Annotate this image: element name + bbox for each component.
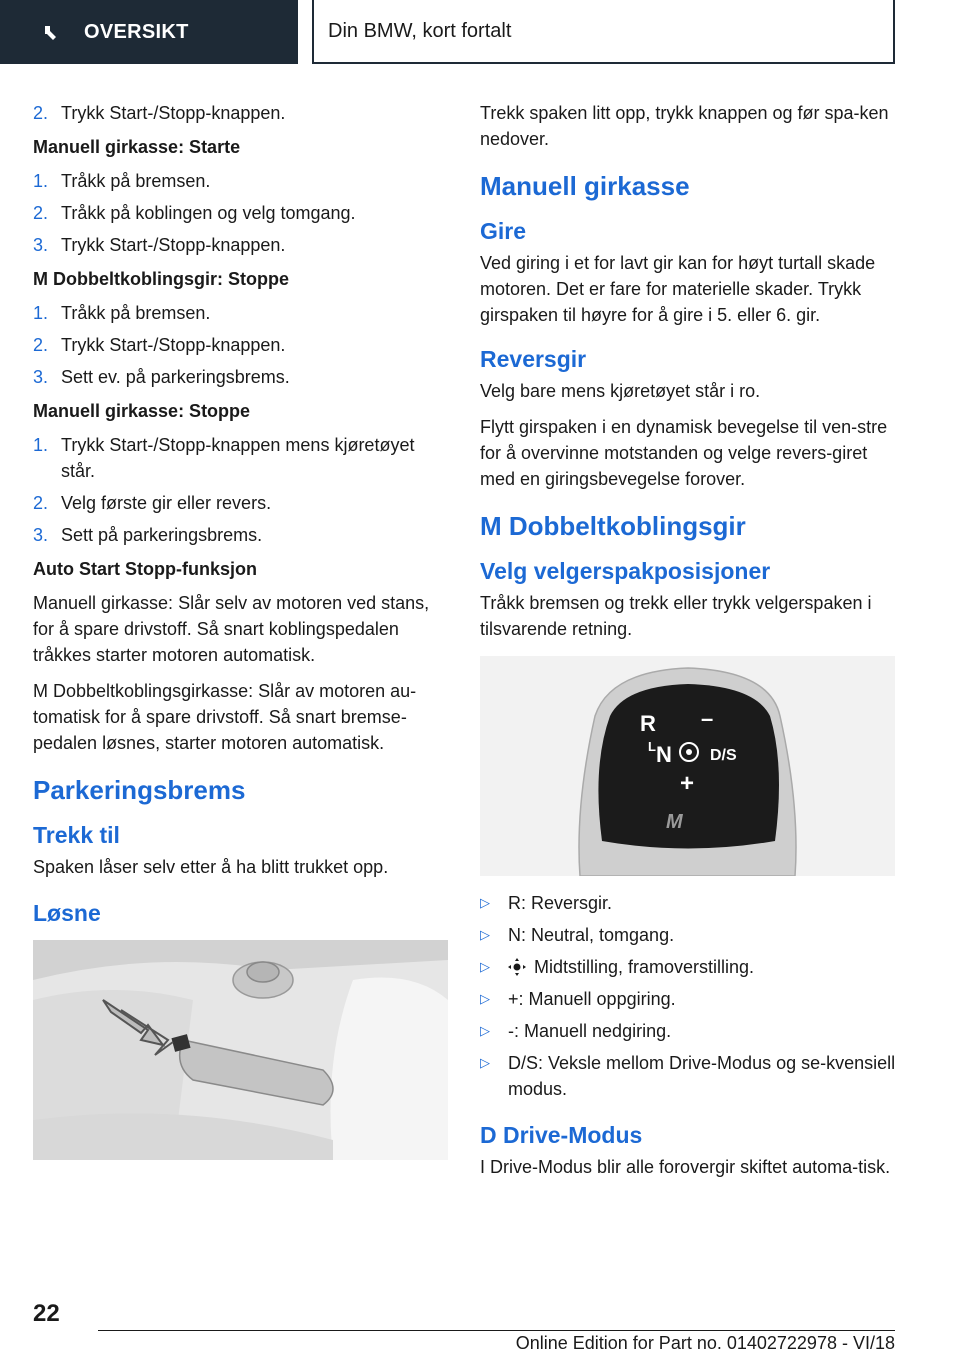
- heading-manual-stop: Manuell girkasse: Stoppe: [33, 401, 251, 421]
- list-item: ▷ R: Reversgir.: [480, 890, 898, 916]
- footer-divider: [98, 1330, 895, 1331]
- list-item: 2. Trykk Start-/Stopp-knappen.: [33, 335, 286, 355]
- list-item: 2. Trykk Start-/Stopp-knappen.: [33, 103, 286, 123]
- list-item: ▷ -: Manuell nedgiring.: [480, 1018, 898, 1044]
- heading-drive-mode: D Drive-Modus: [480, 1122, 643, 1148]
- heading-release: Løsne: [33, 900, 101, 926]
- list-item: 1. Tråkk på bremsen.: [33, 171, 211, 191]
- triangle-bullet-icon: ▷: [480, 895, 490, 910]
- overview-tab-label: OVERSIKT: [84, 20, 189, 43]
- paragraph-auto-manual: Manuell girkasse: Slår selv av motoren ved stans, for å spare drivstoff. Så snart koblingspedalen tråkkes starter motoren automatisk.: [33, 593, 430, 665]
- list-item: 1. Trykk Start-/Stopp-knappen mens kjøretøyet står.: [33, 435, 415, 481]
- parking-brake-figure: [33, 940, 448, 1160]
- list-item: 1. Tråkk på bremsen.: [33, 303, 211, 323]
- paragraph-drive: I Drive-Modus blir alle forovergir skiftet automa-tisk.: [480, 1157, 891, 1177]
- triangle-bullet-icon: ▷: [480, 1023, 490, 1038]
- list-item: 2. Tråkk på koblingen og velg tomgang.: [33, 203, 356, 223]
- knob-n-label: N: [656, 742, 672, 767]
- list-item: 3. Sett på parkeringsbrems.: [33, 525, 263, 545]
- knob-ds-label: D/S: [710, 747, 737, 764]
- section-title: Din BMW, kort fortalt: [312, 0, 895, 64]
- paragraph-reverse-1: Velg bare mens kjøretøyet står i ro.: [480, 381, 761, 401]
- heading-m-double-clutch: M Dobbeltkoblingsgir: [480, 511, 746, 541]
- heading-gire: Gire: [480, 218, 527, 244]
- triangle-bullet-icon: ▷: [480, 927, 490, 942]
- triangle-bullet-icon: ▷: [480, 1055, 490, 1070]
- knob-r-label: R: [640, 711, 656, 736]
- paragraph-gire: Ved giring i et for lavt gir kan for høyt turtall skade motoren. Det er fare for materielle skader. Trykk girspaken til høyre for å gire i 5. eller 6. gir.: [480, 253, 876, 325]
- list-item: 3. Trykk Start-/Stopp-knappen.: [33, 235, 286, 255]
- page-number: 22: [33, 1300, 60, 1327]
- list-m-stop: [33, 300, 448, 390]
- right-column: [480, 100, 898, 1190]
- list-item: ▷ +: Manuell oppgiring.: [480, 986, 898, 1012]
- edition-note: Online Edition for Part no. 01402722978 - VI/18: [515, 1333, 895, 1353]
- list-item: ▷ Midtstilling, framoverstilling.: [480, 954, 898, 980]
- heading-auto-start-stop: Auto Start Stopp-funksjon: [33, 559, 257, 579]
- list-manual-stop: [33, 432, 448, 548]
- heading-reverse: Reversgir: [480, 346, 587, 372]
- knob-logo-label: M: [666, 811, 683, 833]
- gear-positions-list: [480, 890, 898, 1102]
- heading-manual-gearbox: Manuell girkasse: [480, 171, 690, 201]
- overview-tab[interactable]: [0, 0, 298, 64]
- gear-knob-illustration: [480, 656, 895, 876]
- parking-brake-illustration: [33, 940, 448, 1160]
- knob-plus-label: +: [680, 770, 695, 797]
- paragraph-auto-m: M Dobbeltkoblingsgirkasse: Slår av motoren au-tomatisk for å spare drivstoff. Så snart bremse-pedalen løsnes, starter motoren automatisk.: [33, 681, 417, 753]
- paragraph-release: Trekk spaken litt opp, trykk knappen og før spa-ken nedover.: [480, 103, 889, 149]
- list-manual-start: [33, 168, 448, 258]
- car-key-icon: [42, 22, 62, 42]
- list-item: 2. Velg første gir eller revers.: [33, 493, 272, 513]
- paragraph-select: Tråkk bremsen og trekk eller trykk velgerspaken i tilsvarende retning.: [480, 593, 872, 639]
- heading-select-positions: Velg velgerspakposisjoner: [480, 558, 771, 584]
- paragraph-pull: Spaken låser selv etter å ha blitt trukket opp.: [33, 857, 389, 877]
- triangle-bullet-icon: ▷: [480, 959, 490, 974]
- center-position-icon: [508, 958, 526, 976]
- paragraph-reverse-2: Flytt girspaken i en dynamisk bevegelse til ven-stre for å overvinne motstanden og velge revers-giret med en giringsbevegelse forover.: [480, 417, 888, 489]
- gear-selector-figure: [480, 656, 895, 876]
- left-column: [33, 100, 448, 1160]
- heading-pull: Trekk til: [33, 822, 120, 848]
- knob-l-label: L: [648, 739, 656, 754]
- knob-minus-label: –: [701, 706, 714, 731]
- list-start-continued: [33, 100, 448, 126]
- triangle-bullet-icon: ▷: [480, 991, 490, 1006]
- heading-m-stop: M Dobbeltkoblingsgir: Stoppe: [33, 269, 289, 289]
- list-item: ▷ D/S: Veksle mellom Drive-Modus og se-kvensiell modus.: [480, 1050, 898, 1102]
- heading-manual-start: Manuell girkasse: Starte: [33, 137, 241, 157]
- heading-parking-brake: Parkeringsbrems: [33, 775, 246, 805]
- list-item: 3. Sett ev. på parkeringsbrems.: [33, 367, 290, 387]
- list-item: ▷ N: Neutral, tomgang.: [480, 922, 898, 948]
